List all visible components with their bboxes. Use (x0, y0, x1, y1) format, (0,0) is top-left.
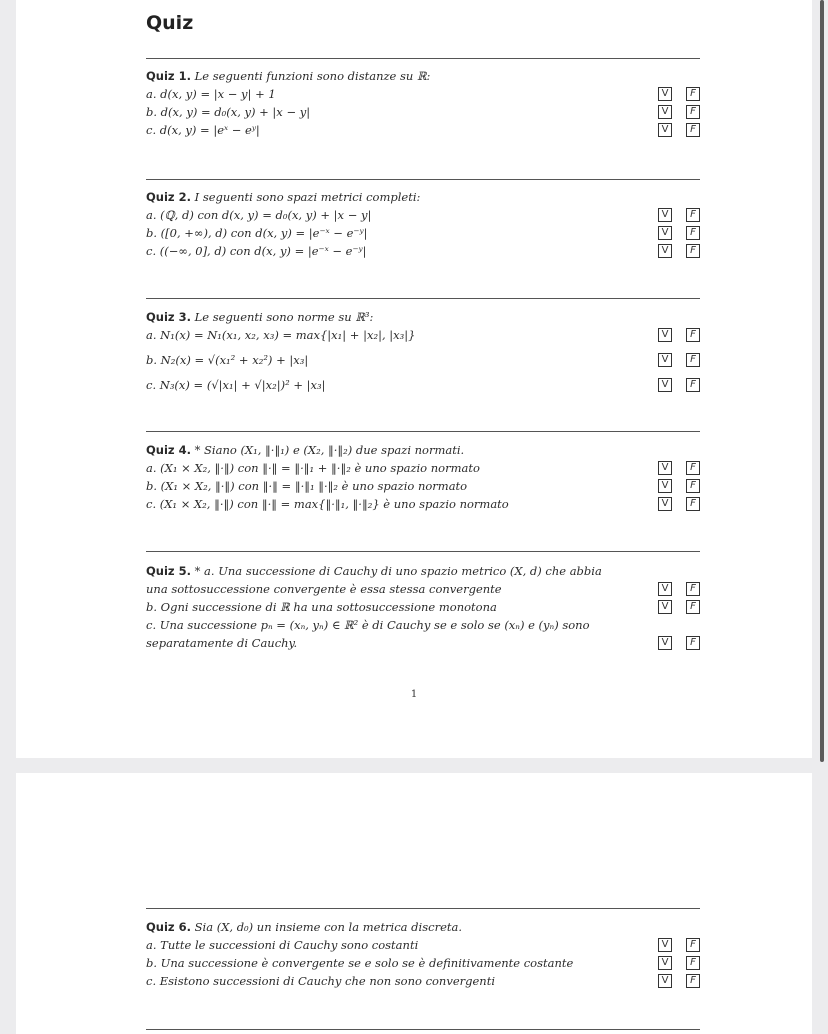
quiz-option (146, 121, 700, 139)
false-checkbox[interactable]: F (686, 479, 700, 493)
quiz-question: * Siano (X₁, ‖·‖₁) e (X₂, ‖·‖₂) due spazi normati. (194, 443, 465, 457)
false-checkbox[interactable]: F (686, 938, 700, 952)
true-checkbox[interactable]: V (658, 956, 672, 970)
false-checkbox[interactable]: F (686, 461, 700, 475)
false-checkbox[interactable]: F (686, 378, 700, 392)
quiz-option (146, 224, 700, 242)
option-text: b. d(x, y) = d₀(x, y) + |x − y| (146, 105, 311, 119)
quiz-option (146, 242, 700, 260)
quiz-option (146, 954, 700, 972)
quiz-question: I seguenti sono spazi metrici completi: (194, 190, 421, 204)
true-checkbox[interactable]: V (658, 105, 672, 119)
false-checkbox[interactable]: F (686, 208, 700, 222)
option-text: c. d(x, y) = |eˣ − eʸ| (146, 123, 260, 137)
true-checkbox[interactable]: V (658, 328, 672, 342)
section-divider (146, 908, 700, 909)
true-checkbox[interactable]: V (658, 244, 672, 258)
false-checkbox[interactable]: F (686, 328, 700, 342)
true-checkbox[interactable]: V (658, 582, 672, 596)
quiz-option (146, 372, 700, 398)
section-divider (146, 551, 700, 552)
quiz-option (146, 495, 700, 513)
option-text: c. (X₁ × X₂, ‖·‖) con ‖·‖ = max{‖·‖₁, ‖·‖₂} è uno spazio normato (146, 497, 509, 511)
option-text: c. N₃(x) = (√|x₁| + √|x₂|)² + |x₃| (146, 378, 326, 392)
option-text: a. (ℚ, d) con d(x, y) = d₀(x, y) + |x − y| (146, 208, 372, 222)
section-divider (146, 58, 700, 59)
quiz-option (146, 477, 700, 495)
quiz-label: Quiz 6. (146, 920, 191, 934)
document-page-1 (16, 0, 812, 758)
section-divider (146, 431, 700, 432)
quiz-question: Le seguenti funzioni sono distanze su ℝ: (194, 69, 431, 83)
quiz-label: Quiz 2. (146, 190, 191, 204)
false-checkbox[interactable]: F (686, 226, 700, 240)
section-divider (146, 1029, 700, 1030)
false-checkbox[interactable]: F (686, 956, 700, 970)
quiz-question: Sia (X, d₀) un insieme con la metrica discreta. (194, 920, 463, 934)
option-text: una sottosuccessione convergente è essa stessa convergente (146, 582, 502, 596)
option-text: a. Tutte le successioni di Cauchy sono costanti (146, 938, 419, 952)
quiz-option (146, 936, 700, 954)
true-checkbox[interactable]: V (658, 208, 672, 222)
quiz-2 (146, 188, 700, 260)
false-checkbox[interactable]: F (686, 497, 700, 511)
false-checkbox[interactable]: F (686, 600, 700, 614)
false-checkbox[interactable]: F (686, 105, 700, 119)
quiz-option (146, 580, 700, 598)
true-checkbox[interactable]: V (658, 123, 672, 137)
true-checkbox[interactable]: V (658, 353, 672, 367)
true-checkbox[interactable]: V (658, 974, 672, 988)
true-checkbox[interactable]: V (658, 479, 672, 493)
option-text: c. Una successione pₙ = (xₙ, yₙ) ∈ ℝ² è di Cauchy se e solo se (xₙ) e (yₙ) sono separatamente di Cauchy. (146, 618, 590, 650)
false-checkbox[interactable]: F (686, 582, 700, 596)
option-text: b. Una successione è convergente se e solo se è definitivamente costante (146, 956, 574, 970)
page-number: 1 (410, 689, 418, 700)
option-text: b. (X₁ × X₂, ‖·‖) con ‖·‖ = ‖·‖₁ ‖·‖₂ è uno spazio normato (146, 479, 468, 493)
page-title: Quiz (146, 12, 194, 34)
quiz-question: * a. Una successione di Cauchy di uno spazio metrico (X, d) che abbia (194, 564, 602, 578)
quiz-label: Quiz 1. (146, 69, 191, 83)
option-text: b. N₂(x) = √(x₁² + x₂²) + |x₃| (146, 353, 309, 367)
true-checkbox[interactable]: V (658, 497, 672, 511)
false-checkbox[interactable]: F (686, 353, 700, 367)
quiz-option (146, 103, 700, 121)
option-text: a. (X₁ × X₂, ‖·‖) con ‖·‖ = ‖·‖₁ + ‖·‖₂ è uno spazio normato (146, 461, 480, 475)
section-divider (146, 298, 700, 299)
true-checkbox[interactable]: V (658, 600, 672, 614)
quiz-option (146, 616, 700, 652)
true-checkbox[interactable]: V (658, 226, 672, 240)
option-text: b. ([0, +∞), d) con d(x, y) = |e⁻ˣ − e⁻ʸ| (146, 226, 368, 240)
quiz-3 (146, 308, 700, 398)
false-checkbox[interactable]: F (686, 123, 700, 137)
option-text: c. Esistono successioni di Cauchy che non sono convergenti (146, 974, 496, 988)
true-checkbox[interactable]: V (658, 636, 672, 650)
true-checkbox[interactable]: V (658, 938, 672, 952)
false-checkbox[interactable]: F (686, 636, 700, 650)
quiz-option (146, 85, 700, 103)
true-checkbox[interactable]: V (658, 87, 672, 101)
quiz-option (146, 459, 700, 477)
option-text: a. d(x, y) = |x − y| + 1 (146, 87, 276, 101)
false-checkbox[interactable]: F (686, 244, 700, 258)
quiz-option (146, 598, 700, 616)
option-text: b. Ogni successione di ℝ ha una sottosuccessione monotona (146, 600, 497, 614)
option-text: a. N₁(x) = N₁(x₁, x₂, x₃) = max{|x₁| + |x₂|, |x₃|} (146, 328, 416, 342)
document-page-2 (16, 773, 812, 1034)
quiz-label: Quiz 3. (146, 310, 191, 324)
quiz-4 (146, 441, 700, 513)
true-checkbox[interactable]: V (658, 378, 672, 392)
quiz-question: Le seguenti sono norme su ℝ³: (194, 310, 374, 324)
quiz-label: Quiz 5. (146, 564, 191, 578)
quiz-option (146, 972, 700, 990)
false-checkbox[interactable]: F (686, 974, 700, 988)
true-checkbox[interactable]: V (658, 461, 672, 475)
section-divider (146, 179, 700, 180)
quiz-6 (146, 918, 700, 990)
quiz-1 (146, 67, 700, 139)
false-checkbox[interactable]: F (686, 87, 700, 101)
option-text: c. ((−∞, 0], d) con d(x, y) = |e⁻ˣ − e⁻ʸ| (146, 244, 367, 258)
quiz-option (146, 326, 700, 348)
quiz-5 (146, 562, 700, 652)
quiz-label: Quiz 4. (146, 443, 191, 457)
quiz-option (146, 348, 700, 372)
scrollbar[interactable] (820, 0, 824, 762)
quiz-option (146, 206, 700, 224)
